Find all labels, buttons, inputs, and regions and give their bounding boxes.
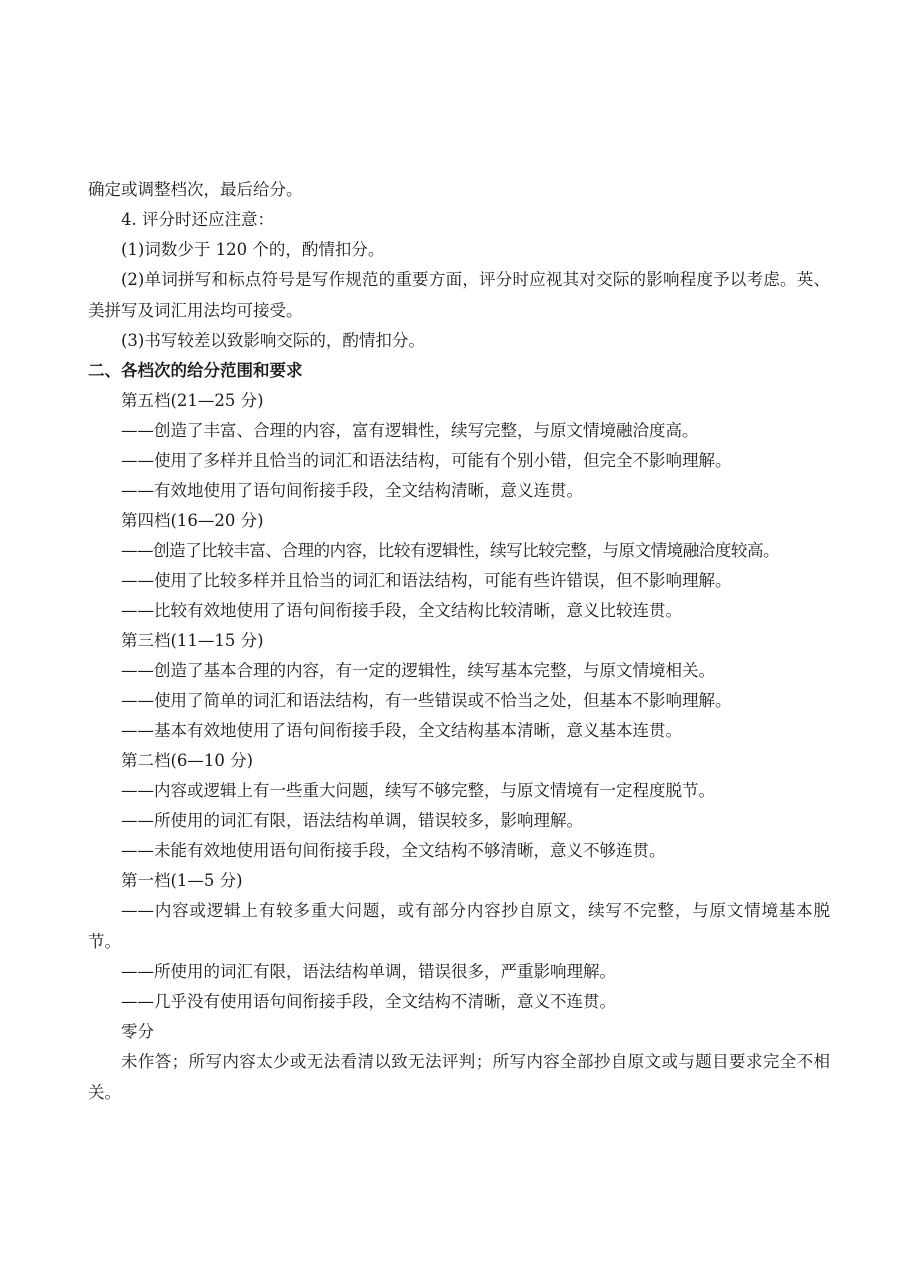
grade-3-criterion-2: ——使用了简单的词汇和语法结构，有一些错误或不恰当之处，但基本不影响理解。 <box>121 691 732 710</box>
grade-1-criterion-3: ——几乎没有使用语句间衔接手段，全文结构不清晰，意义不连贯。 <box>121 992 616 1011</box>
zero-text: 未作答；所写内容太少或无法看清以致无法评判；所写内容全部抄自原文或与题目要求完全不相关。 <box>88 1052 830 1102</box>
grade-3-title: 第三档(11—15 分) <box>121 631 264 650</box>
grade-1-criterion-2: ——所使用的词汇有限，语法结构单调，错误很多，严重影响理解。 <box>121 962 616 981</box>
section2-heading: 二、各档次的给分范围和要求 <box>88 361 303 380</box>
grade-5-criterion-2: ——使用了多样并且恰当的词汇和语法结构，可能有个别小错，但完全不影响理解。 <box>121 451 732 470</box>
grade-4-title: 第四档(16—20 分) <box>121 511 264 530</box>
grade-2-title: 第二档(6—10 分) <box>121 751 254 770</box>
grade-3-criterion-3: ——基本有效地使用了语句间衔接手段，全文结构基本清晰，意义基本连贯。 <box>121 721 682 740</box>
intro-line: 确定或调整档次，最后给分。 <box>88 180 303 199</box>
grade-5-criterion-1: ——创造了丰富、合理的内容，富有逻辑性，续写完整，与原文情境融洽度高。 <box>121 421 699 440</box>
zero-title: 零分 <box>121 1022 154 1041</box>
section4-item-1: (1)词数少于 120 个的，酌情扣分。 <box>121 240 385 259</box>
section4-heading: 4. 评分时还应注意： <box>121 210 274 229</box>
grade-1-title: 第一档(1—5 分) <box>121 871 243 890</box>
grade-3-criterion-1: ——创造了基本合理的内容，有一定的逻辑性，续写基本完整，与原文情境相关。 <box>121 661 715 680</box>
grade-2-criterion-2: ——所使用的词汇有限，语法结构单调，错误较多，影响理解。 <box>121 811 583 830</box>
grade-4-criterion-2: ——使用了比较多样并且恰当的词汇和语法结构，可能有些许错误，但不影响理解。 <box>121 571 732 590</box>
grade-4-criterion-3: ——比较有效地使用了语句间衔接手段，全文结构比较清晰，意义比较连贯。 <box>121 601 682 620</box>
grade-5-title: 第五档(21—25 分) <box>121 391 264 410</box>
grade-2-criterion-1: ——内容或逻辑上有一些重大问题，续写不够完整，与原文情境有一定程度脱节。 <box>121 781 715 800</box>
grade-5-criterion-3: ——有效地使用了语句间衔接手段，全文结构清晰，意义连贯。 <box>121 481 583 500</box>
grade-2-criterion-3: ——未能有效地使用语句间衔接手段，全文结构不够清晰，意义不够连贯。 <box>121 841 666 860</box>
grade-4-criterion-1: ——创造了比较丰富、合理的内容，比较有逻辑性，续写比较完整，与原文情境融洽度较高。 <box>121 541 780 560</box>
section4-item-2: (2)单词拼写和标点符号是写作规范的重要方面，评分时应视其对交际的影响程度予以考虑。英、美拼写及词汇用法均可接受。 <box>88 270 830 320</box>
grade-1-criterion-1: ——内容或逻辑上有较多重大问题，或有部分内容抄自原文，续写不完整，与原文情境基本脱节。 <box>88 901 830 951</box>
section4-item-3: (3)书写较差以致影响交际的，酌情扣分。 <box>121 331 425 350</box>
document-page <box>88 175 830 1108</box>
